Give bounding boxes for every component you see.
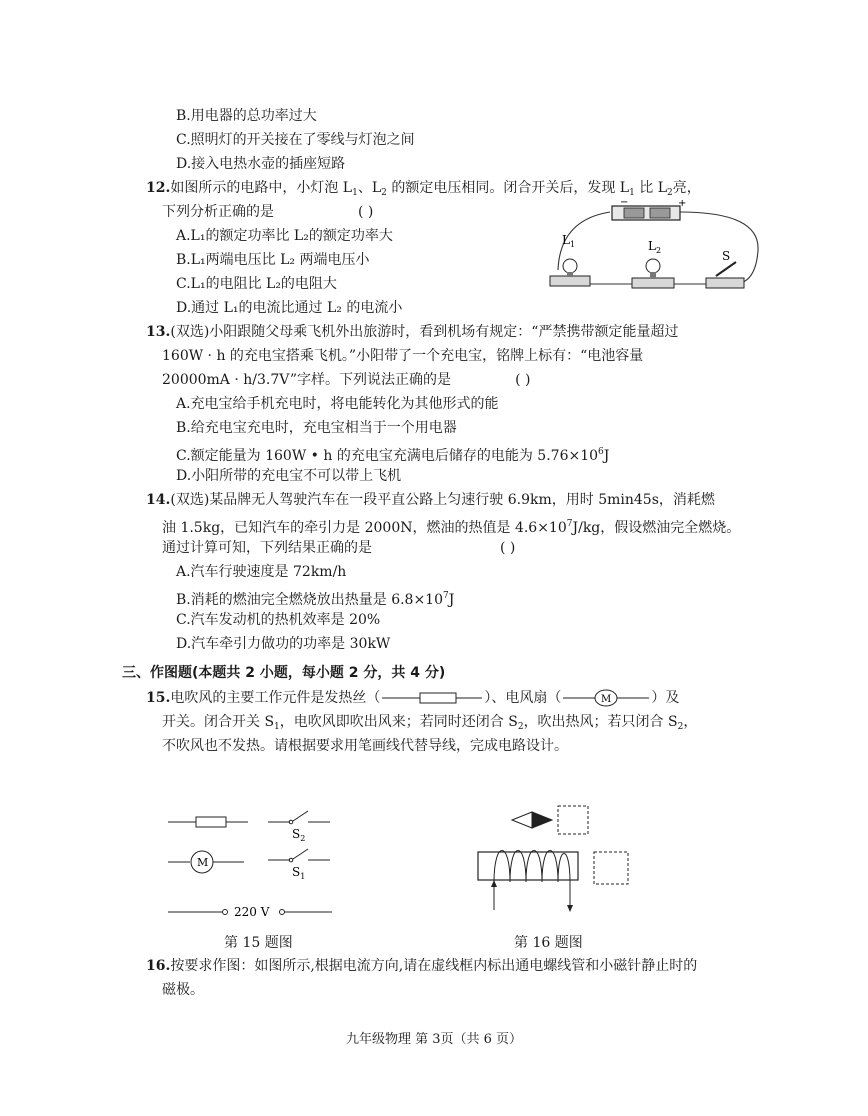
q16-stem-line1: 16.按要求作图：如图所示,根据电流方向,请在虚线框内标出通电螺线管和小磁针静止时的 xyxy=(146,958,698,974)
q14-stem-line3: 通过计算可知，下列结果正确的是 ( ) xyxy=(162,540,516,556)
q12-number: 12. xyxy=(146,180,171,196)
q12-answer-paren: ( ) xyxy=(358,204,374,220)
current-arrow-out xyxy=(567,905,573,912)
svg-text:M: M xyxy=(601,694,612,705)
solenoid-pole-box xyxy=(594,852,628,884)
q15-stem-line1: 15.电吹风的主要工作元件是发热丝（ ）、电风扇（ M ）及 xyxy=(146,690,680,706)
q13-answer-paren: ( ) xyxy=(515,372,531,388)
q15-stem-line3: 不吹风也不发热。请根据要求用笔画线代替导线，完成电路设计。 xyxy=(162,738,568,754)
q12-option-a: A.L₁的额定功率比 L₂的额定功率大 xyxy=(176,228,393,244)
q11-option-d: D.接入电热水壶的插座短路 xyxy=(176,156,346,172)
q14-stem-line1: 14.(双选)某品牌无人驾驶汽车在一段平直公路上匀速行驶 6.9km，用时 5min45s，消耗燃 xyxy=(146,492,715,508)
switch-s-label: S xyxy=(722,249,731,263)
page-footer: 九年级物理 第 3页（共 6 页） xyxy=(345,1032,523,1047)
motor-m-label: M xyxy=(197,856,209,869)
q14-answer-paren: ( ) xyxy=(500,540,516,556)
q11-option-c: C.照明灯的开关接在了零线与灯泡之间 xyxy=(176,132,415,148)
voltage-label: 220 V xyxy=(234,905,270,919)
q14-option-a: A.汽车行驶速度是 72km/h xyxy=(176,564,347,580)
q15-number: 15. xyxy=(146,690,171,706)
battery-minus-label: − xyxy=(620,200,629,208)
q16-stem-line2: 磁极。 xyxy=(162,982,204,998)
needle-pole-box xyxy=(558,806,588,834)
compass-needle-black-half xyxy=(532,812,552,828)
q13-stem-line2: 160W · h 的充电宝搭乘飞机。”小阳带了一个充电宝，铭牌上标有：“电池容量 xyxy=(162,348,644,364)
s1-label: $S_1$ xyxy=(292,865,306,881)
q12-option-d: D.通过 L₁的电流比通过 L₂ 的电流小 xyxy=(176,300,403,316)
q12-option-b: B.L₁两端电压比 L₂ 两端电压小 xyxy=(176,252,370,268)
q13-option-c: C.额定能量为 160W • h 的充电宝充满电后储存的电能为 $5.76\times 10^6J$ xyxy=(176,447,610,464)
q14-option-d: D.汽车牵引力做功的功率是 30kW xyxy=(176,636,391,652)
battery-plus-label: + xyxy=(678,200,687,209)
q13-option-a: A.充电宝给手机充电时，将电能转化为其他形式的能 xyxy=(176,396,499,412)
q12-circuit-figure xyxy=(540,200,772,300)
q14-stem-line2: 油 1.5kg，已知汽车的牵引力是 2000N，燃油的热值是 $4.6\times 10^7J/kg$，假设燃油完全燃烧。 xyxy=(162,519,741,536)
lamp-l2-label: $L_2$ xyxy=(648,239,662,255)
q16-figure-caption: 第 16 题图 xyxy=(514,935,583,951)
compass-needle-white-half xyxy=(512,812,532,828)
section-3-title: 三、作图题(本题共 2 小题，每小题 2 分，共 4 分) xyxy=(122,665,446,681)
q15-circuit-components-figure xyxy=(160,800,340,926)
q14-option-b: B.消耗的燃油完全燃烧放出热量是 $6.8\times 10^7J$ xyxy=(176,591,455,608)
q12-option-c: C.L₁的电阻比 L₂的电阻大 xyxy=(176,276,337,292)
lamp-l1-label: $L_1$ xyxy=(562,233,576,249)
solenoid-core xyxy=(478,852,578,880)
q14-number: 14. xyxy=(146,492,171,508)
q12-stem-line1: 12.如图所示的电路中，小灯泡 $L_1$、$L_2$ 的额定电压相同。闭合开关后，发现 $L_1$ 比 $L_2$亮， xyxy=(146,180,701,198)
q13-stem-line1: 13.(双选)小阳跟随父母乘飞机外出旅游时，看到机场有规定：“严禁携带额定能量超过 xyxy=(146,324,679,340)
q13-option-d: D.小阳所带的充电宝不可以带上飞机 xyxy=(176,468,402,484)
q11-option-b: B.用电器的总功率过大 xyxy=(176,108,317,124)
s2-label: $S_2$ xyxy=(292,827,306,843)
motor-symbol xyxy=(561,688,651,708)
q13-option-b: B.给充电宝充电时，充电宝相当于一个用电器 xyxy=(176,420,457,436)
q13-number: 13. xyxy=(146,324,171,340)
q16-solenoid-figure xyxy=(466,800,636,918)
heating-wire-symbol xyxy=(380,688,484,708)
q13-stem-line3: 20000mA · h/3.7V”字样。下列说法正确的是 ( ) xyxy=(162,372,531,388)
q14-option-c: C.汽车发动机的热机效率是 20% xyxy=(176,612,381,628)
current-arrow-in xyxy=(491,880,497,887)
q15-stem-line2: 开关。闭合开关 $S_1$，电吹风即吹出风来；若同时还闭合 $S_2$，吹出热风；若只闭合 $S_2$， xyxy=(162,714,698,732)
q16-number: 16. xyxy=(146,958,171,974)
q15-figure-caption: 第 15 题图 xyxy=(224,935,293,951)
q12-stem-line2: 下列分析正确的是 ( ) xyxy=(162,204,374,220)
